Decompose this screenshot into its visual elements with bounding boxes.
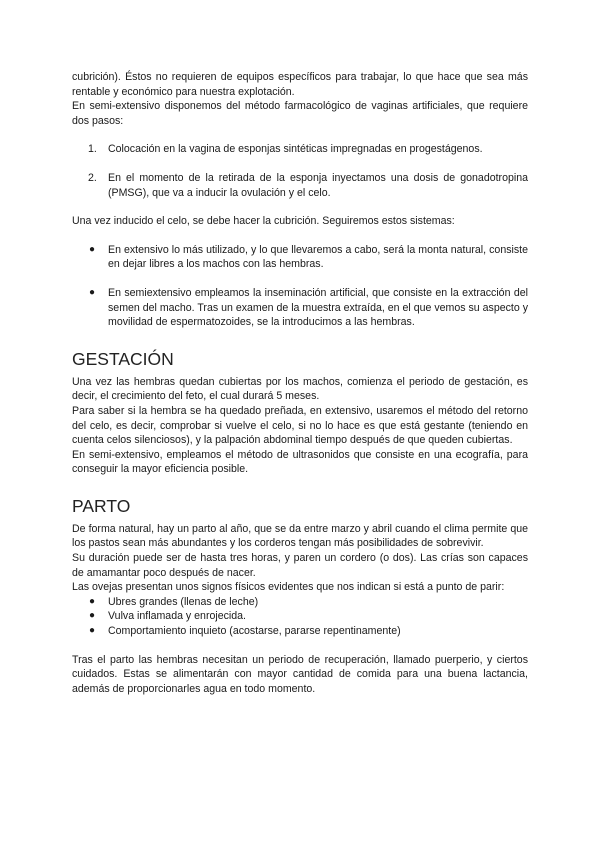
bullet-icon: ● [89,610,96,622]
list-item-text: Vulva inflamada y enrojecida. [108,610,246,623]
list-item-text: Ubres grandes (llenas de leche) [108,595,259,608]
parto-paragraph-1: De forma natural, hay un parto al año, que se da entre marzo y abril cuando el clima permite que los pastos sean más abundantes y los corderos tengan más posibilidades de sobrevivir. [72,522,528,550]
list-item-text: Comportamiento inquieto (acostarse, pararse repentinamente) [108,625,401,638]
list-item [72,243,528,272]
bullet-icon: ● [89,595,96,607]
list-item-text: En semiextensivo empleamos la inseminación artificial, que consiste en la extracción del semen del macho. Tras un examen de la muestra extraída, en el que vemos su aspecto y movilidad de espermatozoides, se la introducimos a las hembras. [108,286,528,329]
list-item [72,624,528,639]
parto-paragraph-3: Las ovejas presentan unos signos físicos evidentes que nos indican si está a punto de parir: [72,581,505,594]
gestacion-paragraph-3: En semi-extensivo, empleamos el método de ultrasonidos que consiste en una ecografía, para conseguir la mayor eficiencia posible. [72,448,528,476]
steps-list [72,142,528,200]
parto-paragraph-2: Su duración puede ser de hasta tres horas, y paren un cordero (o dos). Las crías son capaces de amamantar poco después de nacer. [72,552,528,579]
intro-paragraph-3: Una vez inducido el celo, se debe hacer la cubrición. Seguiremos estos sistemas: [72,215,455,228]
systems-list [72,243,528,330]
list-item [72,286,528,330]
list-item-text: En extensivo lo más utilizado, y lo que llevaremos a cabo, será la monta natural, consiste en dejar libres a los machos con las hembras. [108,243,528,271]
intro-paragraph-2: En semi-extensivo disponemos del método farmacológico de vaginas artificiales, que requiere dos pasos: [72,100,528,127]
gestacion-paragraph-1: Una vez las hembras quedan cubiertas por los machos, comienza el periodo de gestación, es decir, el crecimiento del feto, el cual durará 5 meses. [72,375,528,403]
gestacion-paragraph-2: Para saber si la hembra se ha quedado preñada, en extensivo, usaremos el método del retorno del celo, es decir, comprobar si vuelve el celo, si no lo hace es que está gestante (teniendo en cuenta celos silenciosos), y la palpación abdominal tiempo después de que queden cubiertas. [72,404,528,447]
signs-list [72,595,528,639]
list-item [72,171,528,200]
list-item [72,595,528,610]
intro-paragraph-1: cubrición). Éstos no requieren de equipos específicos para trabajar, lo que hace que sea más rentable y económico para nuestra explotación. [72,71,528,98]
bullet-icon: ● [89,243,96,255]
section-title-parto: PARTO [72,495,131,516]
parto-paragraph-4: Tras el parto las hembras necesitan un periodo de recuperación, llamado puerperio, y ciertos cuidados. Estas se alimentarán con mayor cantidad de comida para una buena lactancia, además de proporcionarles agua en todo momento. [72,653,528,695]
list-item [72,142,528,157]
list-number: 1. [88,143,97,156]
bullet-icon: ● [89,286,96,298]
document-page [72,70,528,696]
list-item-text: Colocación en la vagina de esponjas sintéticas impregnadas en progestágenos. [108,143,483,156]
list-item [72,609,528,624]
list-number: 2. [88,171,97,184]
list-item-text: En el momento de la retirada de la esponja inyectamos una dosis de gonadotropina (PMSG), que va a inducir la ovulación y el celo. [108,171,528,199]
bullet-icon: ● [89,625,96,637]
section-title-gestacion: GESTACIÓN [72,348,174,369]
